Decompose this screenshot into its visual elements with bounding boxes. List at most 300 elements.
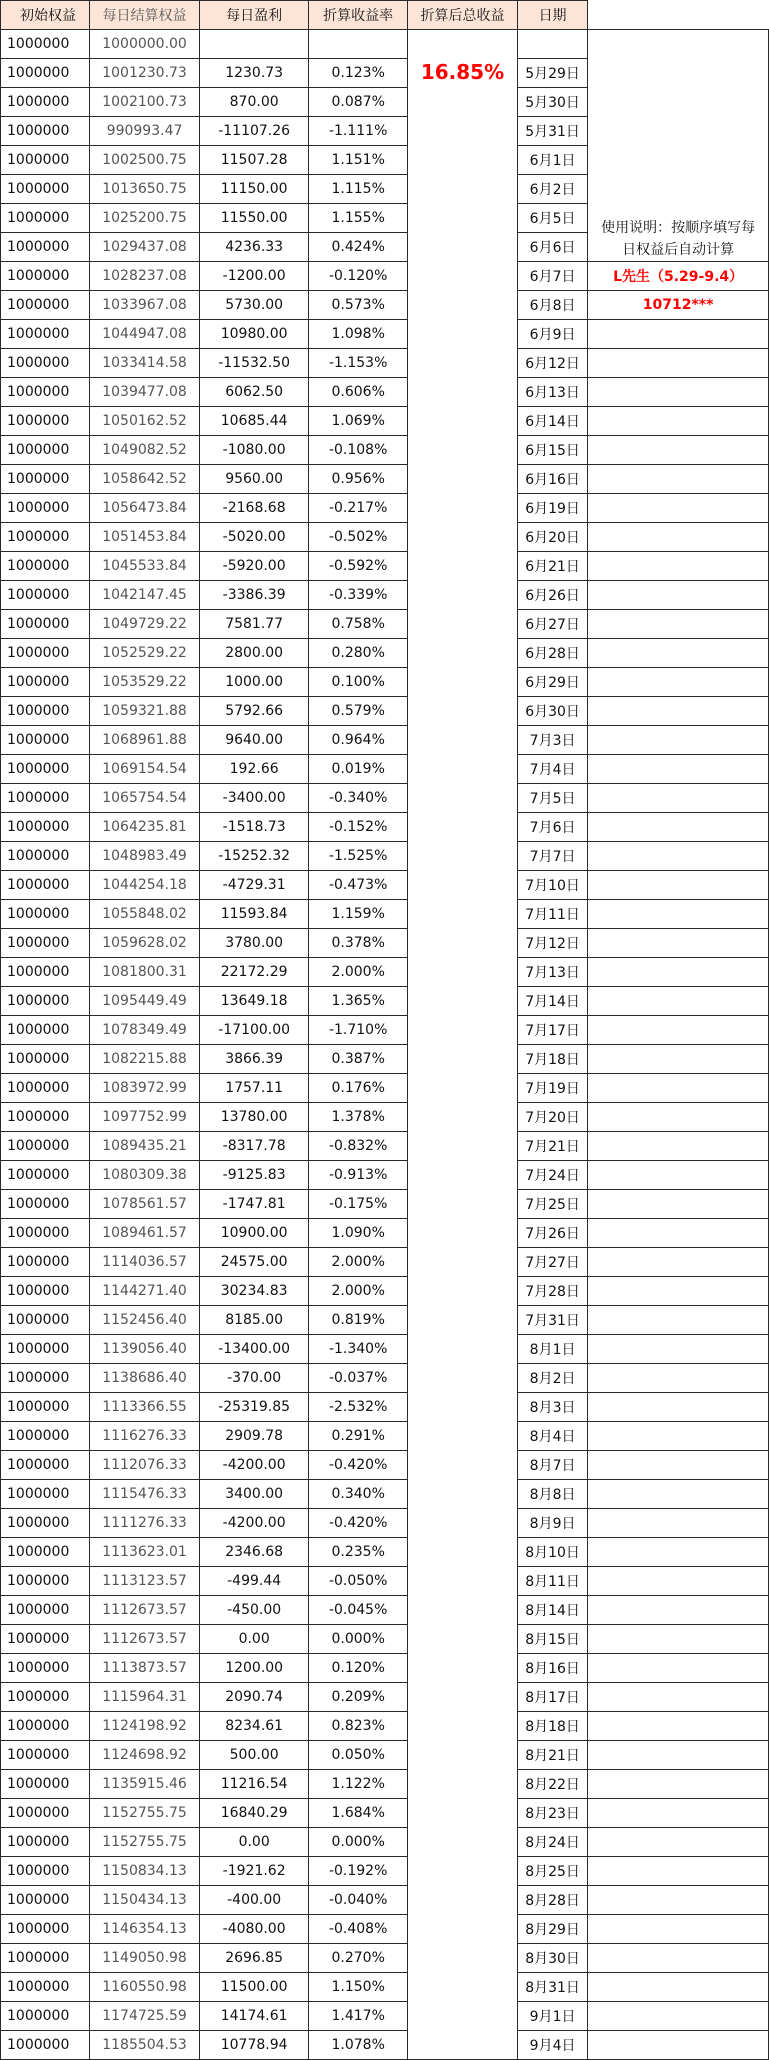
empty-cell[interactable] [588,1306,769,1335]
return-rate-cell[interactable]: 0.291% [309,1422,408,1451]
settlement-equity-cell[interactable]: 1124198.92 [90,1712,200,1741]
empty-cell[interactable] [588,1132,769,1161]
settlement-equity-cell[interactable]: 1185504.53 [90,2031,200,2060]
total-return-cell[interactable] [408,30,518,2060]
date-cell[interactable]: 8月1日 [517,1335,587,1364]
daily-profit-cell[interactable]: -11107.26 [199,117,308,146]
empty-cell[interactable] [588,1335,769,1364]
return-rate-cell[interactable]: 2.000% [309,958,408,987]
return-rate-cell[interactable]: -0.037% [309,1364,408,1393]
daily-profit-cell[interactable]: 11150.00 [199,175,308,204]
daily-profit-cell[interactable]: 500.00 [199,1741,308,1770]
date-cell[interactable]: 7月11日 [517,900,587,929]
return-rate-cell[interactable]: -0.045% [309,1596,408,1625]
header-cell[interactable]: 每日盈利 [199,1,308,30]
date-cell[interactable]: 7月19日 [517,1074,587,1103]
empty-cell[interactable] [588,1538,769,1567]
date-cell[interactable]: 7月4日 [517,755,587,784]
date-cell[interactable]: 6月8日 [517,291,587,320]
initial-equity-cell[interactable]: 1000000 [1,88,90,117]
date-cell[interactable]: 7月7日 [517,842,587,871]
empty-cell[interactable] [588,726,769,755]
settlement-equity-cell[interactable]: 1113623.01 [90,1538,200,1567]
daily-profit-cell[interactable]: 13780.00 [199,1103,308,1132]
empty-cell[interactable] [588,1799,769,1828]
empty-cell[interactable] [588,1190,769,1219]
return-rate-cell[interactable]: -0.108% [309,436,408,465]
daily-profit-cell[interactable]: 870.00 [199,88,308,117]
initial-equity-cell[interactable]: 1000000 [1,59,90,88]
daily-profit-cell[interactable]: 10778.94 [199,2031,308,2060]
empty-cell[interactable] [588,1770,769,1799]
settlement-equity-cell[interactable]: 1044254.18 [90,871,200,900]
daily-profit-cell[interactable]: 6062.50 [199,378,308,407]
date-cell[interactable]: 6月29日 [517,668,587,697]
return-rate-cell[interactable]: -0.340% [309,784,408,813]
date-cell[interactable]: 8月14日 [517,1596,587,1625]
empty-cell[interactable] [588,1103,769,1132]
return-rate-cell[interactable]: 1.378% [309,1103,408,1132]
initial-equity-cell[interactable]: 1000000 [1,1625,90,1654]
initial-equity-cell[interactable]: 1000000 [1,813,90,842]
return-rate-cell[interactable]: 1.078% [309,2031,408,2060]
empty-cell[interactable] [588,871,769,900]
return-rate-cell[interactable]: -0.152% [309,813,408,842]
initial-equity-cell[interactable]: 1000000 [1,1596,90,1625]
empty-cell[interactable] [588,813,769,842]
date-cell[interactable]: 7月5日 [517,784,587,813]
initial-equity-cell[interactable]: 1000000 [1,1973,90,2002]
empty-cell[interactable] [588,610,769,639]
empty-cell[interactable] [588,1654,769,1683]
settlement-equity-cell[interactable]: 1152755.75 [90,1799,200,1828]
header-cell[interactable]: 每日结算权益 [90,1,200,30]
return-rate-cell[interactable]: -0.339% [309,581,408,610]
date-cell[interactable]: 8月4日 [517,1422,587,1451]
initial-equity-cell[interactable]: 1000000 [1,1364,90,1393]
initial-equity-cell[interactable]: 1000000 [1,1132,90,1161]
daily-profit-cell[interactable]: 1757.11 [199,1074,308,1103]
return-rate-cell[interactable]: -0.913% [309,1161,408,1190]
settlement-equity-cell[interactable]: 1083972.99 [90,1074,200,1103]
empty-cell[interactable] [588,523,769,552]
initial-equity-cell[interactable]: 1000000 [1,349,90,378]
return-rate-cell[interactable]: 1.098% [309,320,408,349]
empty-cell[interactable] [588,2031,769,2060]
initial-equity-cell[interactable]: 1000000 [1,958,90,987]
date-cell[interactable]: 9月1日 [517,2002,587,2031]
settlement-equity-cell[interactable]: 1124698.92 [90,1741,200,1770]
settlement-equity-cell[interactable]: 1029437.08 [90,233,200,262]
daily-profit-cell[interactable]: 5792.66 [199,697,308,726]
daily-profit-cell[interactable]: -11532.50 [199,349,308,378]
empty-cell[interactable] [588,929,769,958]
return-rate-cell[interactable]: -1.525% [309,842,408,871]
empty-cell[interactable] [588,349,769,378]
daily-profit-cell[interactable]: -4729.31 [199,871,308,900]
settlement-equity-cell[interactable]: 1112673.57 [90,1625,200,1654]
return-rate-cell[interactable]: -0.050% [309,1567,408,1596]
settlement-equity-cell[interactable]: 1138686.40 [90,1364,200,1393]
initial-equity-cell[interactable]: 1000000 [1,204,90,233]
date-cell[interactable]: 8月28日 [517,1886,587,1915]
date-cell[interactable]: 7月31日 [517,1306,587,1335]
date-cell[interactable]: 6月13日 [517,378,587,407]
settlement-equity-cell[interactable]: 1025200.75 [90,204,200,233]
date-cell[interactable]: 8月23日 [517,1799,587,1828]
daily-profit-cell[interactable]: 9640.00 [199,726,308,755]
date-cell[interactable]: 7月26日 [517,1219,587,1248]
date-cell[interactable]: 6月21日 [517,552,587,581]
daily-profit-cell[interactable] [199,30,308,59]
empty-cell[interactable] [588,407,769,436]
empty-cell[interactable] [588,958,769,987]
settlement-equity-cell[interactable]: 1150434.13 [90,1886,200,1915]
initial-equity-cell[interactable]: 1000000 [1,726,90,755]
empty-cell[interactable] [588,1364,769,1393]
empty-cell[interactable] [588,494,769,523]
empty-cell[interactable] [588,465,769,494]
header-cell[interactable]: 折算收益率 [309,1,408,30]
initial-equity-cell[interactable]: 1000000 [1,1828,90,1857]
settlement-equity-cell[interactable]: 1033967.08 [90,291,200,320]
date-cell[interactable]: 6月9日 [517,320,587,349]
settlement-equity-cell[interactable]: 1152456.40 [90,1306,200,1335]
settlement-equity-cell[interactable]: 1002100.73 [90,88,200,117]
initial-equity-cell[interactable]: 1000000 [1,1886,90,1915]
empty-cell[interactable] [588,784,769,813]
date-cell[interactable]: 7月25日 [517,1190,587,1219]
empty-cell[interactable] [588,1741,769,1770]
empty-cell[interactable] [588,320,769,349]
daily-profit-cell[interactable]: 30234.83 [199,1277,308,1306]
empty-cell[interactable] [588,755,769,784]
initial-equity-cell[interactable]: 1000000 [1,755,90,784]
date-cell[interactable]: 5月30日 [517,88,587,117]
date-cell[interactable]: 8月9日 [517,1509,587,1538]
daily-profit-cell[interactable]: -15252.32 [199,842,308,871]
daily-profit-cell[interactable]: 2090.74 [199,1683,308,1712]
daily-profit-cell[interactable]: -3386.39 [199,581,308,610]
daily-profit-cell[interactable]: -2168.68 [199,494,308,523]
date-cell[interactable]: 7月24日 [517,1161,587,1190]
daily-profit-cell[interactable]: 2909.78 [199,1422,308,1451]
return-rate-cell[interactable]: 0.340% [309,1480,408,1509]
return-rate-cell[interactable]: -0.408% [309,1915,408,1944]
initial-equity-cell[interactable]: 1000000 [1,900,90,929]
daily-profit-cell[interactable]: -450.00 [199,1596,308,1625]
initial-equity-cell[interactable]: 1000000 [1,1944,90,1973]
initial-equity-cell[interactable]: 1000000 [1,1480,90,1509]
date-cell[interactable]: 6月14日 [517,407,587,436]
daily-profit-cell[interactable]: 13649.18 [199,987,308,1016]
date-cell[interactable]: 6月6日 [517,233,587,262]
return-rate-cell[interactable]: 0.235% [309,1538,408,1567]
return-rate-cell[interactable]: -0.192% [309,1857,408,1886]
return-rate-cell[interactable]: -0.120% [309,262,408,291]
settlement-equity-cell[interactable]: 1052529.22 [90,639,200,668]
settlement-equity-cell[interactable]: 1055848.02 [90,900,200,929]
daily-profit-cell[interactable]: 1200.00 [199,1654,308,1683]
initial-equity-cell[interactable]: 1000000 [1,1422,90,1451]
daily-profit-cell[interactable]: 3780.00 [199,929,308,958]
settlement-equity-cell[interactable]: 1081800.31 [90,958,200,987]
date-cell[interactable]: 8月15日 [517,1625,587,1654]
return-rate-cell[interactable]: 0.019% [309,755,408,784]
date-cell[interactable]: 6月27日 [517,610,587,639]
initial-equity-cell[interactable]: 1000000 [1,146,90,175]
settlement-equity-cell[interactable]: 1033414.58 [90,349,200,378]
initial-equity-cell[interactable]: 1000000 [1,291,90,320]
return-rate-cell[interactable] [309,30,408,59]
empty-cell[interactable] [588,1886,769,1915]
return-rate-cell[interactable]: 1.115% [309,175,408,204]
date-cell[interactable] [517,30,587,59]
settlement-equity-cell[interactable]: 1028237.08 [90,262,200,291]
date-cell[interactable]: 7月18日 [517,1045,587,1074]
daily-profit-cell[interactable]: -8317.78 [199,1132,308,1161]
empty-cell[interactable] [588,1625,769,1654]
return-rate-cell[interactable]: -0.420% [309,1451,408,1480]
return-rate-cell[interactable]: 0.424% [309,233,408,262]
date-cell[interactable]: 8月25日 [517,1857,587,1886]
initial-equity-cell[interactable]: 1000000 [1,2002,90,2031]
empty-cell[interactable] [588,1828,769,1857]
empty-cell[interactable] [588,1161,769,1190]
settlement-equity-cell[interactable]: 1146354.13 [90,1915,200,1944]
return-rate-cell[interactable]: 2.000% [309,1248,408,1277]
daily-profit-cell[interactable]: 7581.77 [199,610,308,639]
date-cell[interactable]: 7月10日 [517,871,587,900]
date-cell[interactable]: 6月30日 [517,697,587,726]
return-rate-cell[interactable]: 0.964% [309,726,408,755]
daily-profit-cell[interactable]: 10980.00 [199,320,308,349]
initial-equity-cell[interactable]: 1000000 [1,1335,90,1364]
empty-cell[interactable] [588,639,769,668]
date-cell[interactable]: 7月12日 [517,929,587,958]
date-cell[interactable]: 7月3日 [517,726,587,755]
empty-cell[interactable] [588,668,769,697]
settlement-equity-cell[interactable]: 1080309.38 [90,1161,200,1190]
return-rate-cell[interactable]: -0.175% [309,1190,408,1219]
date-cell[interactable]: 7月28日 [517,1277,587,1306]
initial-equity-cell[interactable]: 1000000 [1,233,90,262]
empty-cell[interactable] [588,1393,769,1422]
return-rate-cell[interactable]: 0.956% [309,465,408,494]
return-rate-cell[interactable]: 0.209% [309,1683,408,1712]
daily-profit-cell[interactable]: 9560.00 [199,465,308,494]
initial-equity-cell[interactable]: 1000000 [1,378,90,407]
settlement-equity-cell[interactable]: 1049729.22 [90,610,200,639]
date-cell[interactable]: 7月17日 [517,1016,587,1045]
daily-profit-cell[interactable]: 8185.00 [199,1306,308,1335]
initial-equity-cell[interactable]: 1000000 [1,610,90,639]
settlement-equity-cell[interactable]: 1050162.52 [90,407,200,436]
date-cell[interactable]: 8月10日 [517,1538,587,1567]
empty-cell[interactable] [588,436,769,465]
header-cell[interactable]: 初始权益 [1,1,90,30]
empty-cell[interactable] [588,1219,769,1248]
return-rate-cell[interactable]: 0.123% [309,59,408,88]
date-cell[interactable]: 7月6日 [517,813,587,842]
daily-profit-cell[interactable]: -1747.81 [199,1190,308,1219]
header-cell[interactable]: 折算后总收益 [408,1,518,30]
return-rate-cell[interactable]: -0.592% [309,552,408,581]
initial-equity-cell[interactable]: 1000000 [1,929,90,958]
settlement-equity-cell[interactable]: 1078349.49 [90,1016,200,1045]
daily-profit-cell[interactable]: -400.00 [199,1886,308,1915]
return-rate-cell[interactable]: -0.502% [309,523,408,552]
return-rate-cell[interactable]: 0.387% [309,1045,408,1074]
date-cell[interactable]: 8月17日 [517,1683,587,1712]
daily-profit-cell[interactable]: 10900.00 [199,1219,308,1248]
settlement-equity-cell[interactable]: 1064235.81 [90,813,200,842]
date-cell[interactable]: 6月15日 [517,436,587,465]
daily-profit-cell[interactable]: 192.66 [199,755,308,784]
date-cell[interactable]: 5月29日 [517,59,587,88]
date-cell[interactable]: 8月2日 [517,1364,587,1393]
date-cell[interactable]: 8月18日 [517,1712,587,1741]
return-rate-cell[interactable]: 0.120% [309,1654,408,1683]
settlement-equity-cell[interactable]: 1068961.88 [90,726,200,755]
return-rate-cell[interactable]: 0.270% [309,1944,408,1973]
daily-profit-cell[interactable]: 4236.33 [199,233,308,262]
initial-equity-cell[interactable]: 1000000 [1,1538,90,1567]
empty-cell[interactable] [588,581,769,610]
date-cell[interactable]: 6月1日 [517,146,587,175]
date-cell[interactable]: 9月4日 [517,2031,587,2060]
initial-equity-cell[interactable]: 1000000 [1,581,90,610]
initial-equity-cell[interactable]: 1000000 [1,871,90,900]
return-rate-cell[interactable]: 0.573% [309,291,408,320]
return-rate-cell[interactable]: -0.832% [309,1132,408,1161]
initial-equity-cell[interactable]: 1000000 [1,668,90,697]
return-rate-cell[interactable]: 1.684% [309,1799,408,1828]
daily-profit-cell[interactable]: -5020.00 [199,523,308,552]
return-rate-cell[interactable]: 0.579% [309,697,408,726]
initial-equity-cell[interactable]: 1000000 [1,639,90,668]
settlement-equity-cell[interactable]: 1000000.00 [90,30,200,59]
empty-cell[interactable] [588,1567,769,1596]
settlement-equity-cell[interactable]: 1116276.33 [90,1422,200,1451]
return-rate-cell[interactable]: -1.340% [309,1335,408,1364]
initial-equity-cell[interactable]: 1000000 [1,987,90,1016]
return-rate-cell[interactable]: 1.069% [309,407,408,436]
daily-profit-cell[interactable]: -3400.00 [199,784,308,813]
empty-cell[interactable] [588,1422,769,1451]
empty-cell[interactable] [588,1,769,30]
daily-profit-cell[interactable]: -1518.73 [199,813,308,842]
return-rate-cell[interactable]: 0.280% [309,639,408,668]
settlement-equity-cell[interactable]: 1048983.49 [90,842,200,871]
settlement-equity-cell[interactable]: 1135915.46 [90,1770,200,1799]
return-rate-cell[interactable]: 0.000% [309,1625,408,1654]
date-cell[interactable]: 6月5日 [517,204,587,233]
date-cell[interactable]: 6月12日 [517,349,587,378]
settlement-equity-cell[interactable]: 1150834.13 [90,1857,200,1886]
settlement-equity-cell[interactable]: 1160550.98 [90,1973,200,2002]
initial-equity-cell[interactable]: 1000000 [1,1683,90,1712]
initial-equity-cell[interactable]: 1000000 [1,1103,90,1132]
date-cell[interactable]: 8月24日 [517,1828,587,1857]
return-rate-cell[interactable]: 1.365% [309,987,408,1016]
initial-equity-cell[interactable]: 1000000 [1,1741,90,1770]
return-rate-cell[interactable]: -0.420% [309,1509,408,1538]
initial-equity-cell[interactable]: 1000000 [1,465,90,494]
empty-cell[interactable] [588,1451,769,1480]
daily-profit-cell[interactable]: -4080.00 [199,1915,308,1944]
date-cell[interactable]: 6月28日 [517,639,587,668]
daily-profit-cell[interactable]: -9125.83 [199,1161,308,1190]
daily-profit-cell[interactable]: -17100.00 [199,1016,308,1045]
initial-equity-cell[interactable]: 1000000 [1,407,90,436]
return-rate-cell[interactable]: 2.000% [309,1277,408,1306]
daily-profit-cell[interactable]: 1000.00 [199,668,308,697]
settlement-equity-cell[interactable]: 1058642.52 [90,465,200,494]
initial-equity-cell[interactable]: 1000000 [1,1857,90,1886]
return-rate-cell[interactable]: 0.606% [309,378,408,407]
date-cell[interactable]: 6月16日 [517,465,587,494]
daily-profit-cell[interactable]: 2800.00 [199,639,308,668]
date-cell[interactable]: 8月8日 [517,1480,587,1509]
settlement-equity-cell[interactable]: 990993.47 [90,117,200,146]
daily-profit-cell[interactable]: -4200.00 [199,1451,308,1480]
return-rate-cell[interactable]: 1.417% [309,2002,408,2031]
initial-equity-cell[interactable]: 1000000 [1,1770,90,1799]
settlement-equity-cell[interactable]: 1042147.45 [90,581,200,610]
initial-equity-cell[interactable]: 1000000 [1,784,90,813]
empty-cell[interactable] [588,1596,769,1625]
daily-profit-cell[interactable]: 24575.00 [199,1248,308,1277]
initial-equity-cell[interactable]: 1000000 [1,2031,90,2060]
date-cell[interactable]: 6月2日 [517,175,587,204]
daily-profit-cell[interactable]: -13400.00 [199,1335,308,1364]
settlement-equity-cell[interactable]: 1095449.49 [90,987,200,1016]
empty-cell[interactable] [588,1712,769,1741]
return-rate-cell[interactable]: -0.473% [309,871,408,900]
daily-profit-cell[interactable]: 11507.28 [199,146,308,175]
return-rate-cell[interactable]: -2.532% [309,1393,408,1422]
daily-profit-cell[interactable]: -499.44 [199,1567,308,1596]
daily-profit-cell[interactable]: 1230.73 [199,59,308,88]
return-rate-cell[interactable]: 0.819% [309,1306,408,1335]
initial-equity-cell[interactable]: 1000000 [1,117,90,146]
initial-equity-cell[interactable]: 1000000 [1,1799,90,1828]
initial-equity-cell[interactable]: 1000000 [1,1712,90,1741]
daily-profit-cell[interactable]: 3400.00 [199,1480,308,1509]
daily-profit-cell[interactable]: 5730.00 [199,291,308,320]
date-cell[interactable]: 8月21日 [517,1741,587,1770]
initial-equity-cell[interactable]: 1000000 [1,1509,90,1538]
settlement-equity-cell[interactable]: 1078561.57 [90,1190,200,1219]
daily-profit-cell[interactable]: 22172.29 [199,958,308,987]
empty-cell[interactable] [588,697,769,726]
initial-equity-cell[interactable]: 1000000 [1,552,90,581]
daily-profit-cell[interactable]: 0.00 [199,1625,308,1654]
daily-profit-cell[interactable]: 2696.85 [199,1944,308,1973]
return-rate-cell[interactable]: 1.159% [309,900,408,929]
empty-cell[interactable] [588,1074,769,1103]
settlement-equity-cell[interactable]: 1174725.59 [90,2002,200,2031]
date-cell[interactable]: 8月29日 [517,1915,587,1944]
initial-equity-cell[interactable]: 1000000 [1,262,90,291]
daily-profit-cell[interactable]: 16840.29 [199,1799,308,1828]
empty-cell[interactable] [588,1915,769,1944]
settlement-equity-cell[interactable]: 1152755.75 [90,1828,200,1857]
date-cell[interactable]: 8月3日 [517,1393,587,1422]
return-rate-cell[interactable]: -0.040% [309,1886,408,1915]
date-cell[interactable]: 7月27日 [517,1248,587,1277]
